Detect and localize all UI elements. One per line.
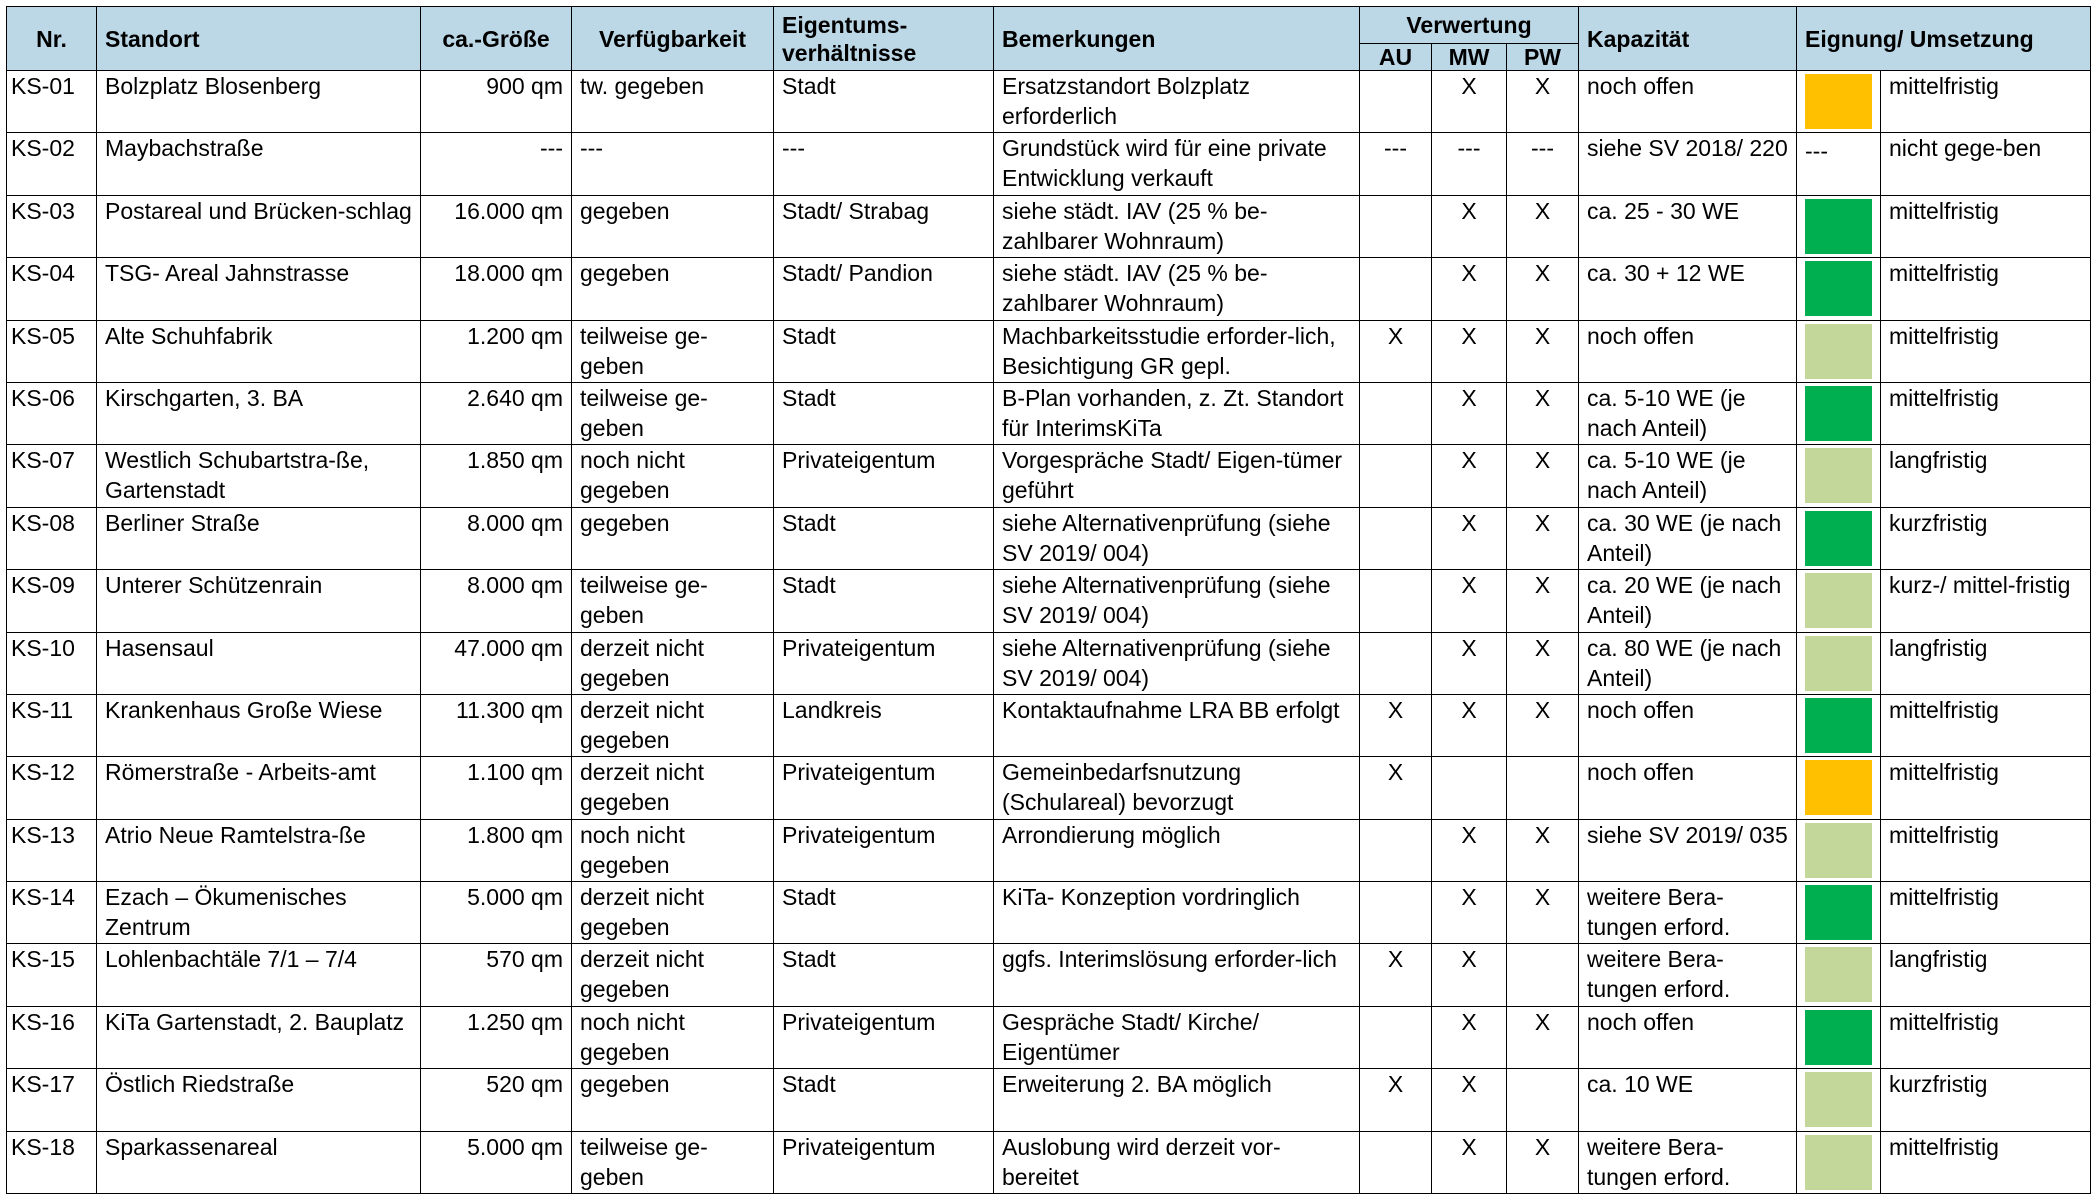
cell-au bbox=[1360, 445, 1432, 507]
cell-eigentum: Stadt bbox=[774, 944, 994, 1006]
cell-eignung bbox=[1797, 445, 1881, 507]
cell-pw: X bbox=[1507, 195, 1579, 257]
cell-eignung bbox=[1797, 320, 1881, 382]
cell-umsetzung: mittelfristig bbox=[1881, 819, 2091, 881]
cell-eigentum: Privateigentum bbox=[774, 1131, 994, 1193]
cell-kapazitaet: noch offen bbox=[1579, 1006, 1797, 1068]
cell-standort: TSG- Areal Jahnstrasse bbox=[97, 258, 421, 320]
cell-pw: --- bbox=[1507, 133, 1579, 195]
cell-eigentum: Stadt/ Strabag bbox=[774, 195, 994, 257]
cell-standort: Kirschgarten, 3. BA bbox=[97, 382, 421, 444]
cell-eignung bbox=[1797, 382, 1881, 444]
cell-kapazitaet: noch offen bbox=[1579, 71, 1797, 133]
cell-nr: KS-16 bbox=[7, 1006, 97, 1068]
cell-nr: KS-02 bbox=[7, 133, 97, 195]
cell-eignung bbox=[1797, 570, 1881, 632]
cell-groesse: 8.000 qm bbox=[421, 570, 572, 632]
cell-pw: X bbox=[1507, 1006, 1579, 1068]
cell-bemerkungen: Kontaktaufnahme LRA BB erfolgt bbox=[994, 694, 1360, 756]
eignung-swatch bbox=[1805, 636, 1872, 691]
cell-groesse: 900 qm bbox=[421, 71, 572, 133]
table-row bbox=[7, 1131, 2091, 1193]
eignung-swatch: --- bbox=[1805, 138, 1828, 165]
cell-mw: X bbox=[1432, 694, 1507, 756]
cell-bemerkungen: Gespräche Stadt/ Kirche/ Eigentümer bbox=[994, 1006, 1360, 1068]
cell-pw: X bbox=[1507, 632, 1579, 694]
cell-mw: X bbox=[1432, 944, 1507, 1006]
cell-nr: KS-04 bbox=[7, 258, 97, 320]
eignung-swatch bbox=[1805, 1072, 1872, 1127]
cell-eigentum: Privateigentum bbox=[774, 445, 994, 507]
table-row bbox=[7, 195, 2091, 257]
cell-nr: KS-09 bbox=[7, 570, 97, 632]
cell-eigentum: Privateigentum bbox=[774, 757, 994, 819]
header-au: AU bbox=[1360, 44, 1432, 71]
cell-kapazitaet: noch offen bbox=[1579, 694, 1797, 756]
table-row bbox=[7, 694, 2091, 756]
cell-nr: KS-07 bbox=[7, 445, 97, 507]
eignung-swatch bbox=[1805, 448, 1872, 503]
cell-eignung bbox=[1797, 133, 1881, 195]
cell-kapazitaet: siehe SV 2018/ 220 bbox=[1579, 133, 1797, 195]
cell-groesse: 5.000 qm bbox=[421, 882, 572, 944]
cell-nr: KS-15 bbox=[7, 944, 97, 1006]
cell-eignung bbox=[1797, 882, 1881, 944]
table-row bbox=[7, 133, 2091, 195]
cell-standort: Lohlenbachtäle 7/1 – 7/4 bbox=[97, 944, 421, 1006]
cell-eigentum: Stadt bbox=[774, 507, 994, 569]
cell-au bbox=[1360, 632, 1432, 694]
table-header bbox=[7, 7, 2091, 71]
cell-groesse: 16.000 qm bbox=[421, 195, 572, 257]
cell-standort: Ezach – Ökumenisches Zentrum bbox=[97, 882, 421, 944]
cell-mw: X bbox=[1432, 819, 1507, 881]
table-row bbox=[7, 1069, 2091, 1131]
header-verfuegbarkeit: Verfügbarkeit bbox=[572, 7, 774, 71]
cell-pw: X bbox=[1507, 507, 1579, 569]
cell-pw: X bbox=[1507, 258, 1579, 320]
cell-umsetzung: kurzfristig bbox=[1881, 1069, 2091, 1131]
cell-groesse: 47.000 qm bbox=[421, 632, 572, 694]
cell-nr: KS-12 bbox=[7, 757, 97, 819]
cell-bemerkungen: ggfs. Interimslösung erforder-lich bbox=[994, 944, 1360, 1006]
eignung-swatch bbox=[1805, 386, 1872, 441]
cell-kapazitaet: weitere Bera-tungen erford. bbox=[1579, 882, 1797, 944]
eignung-swatch bbox=[1805, 885, 1872, 940]
cell-nr: KS-06 bbox=[7, 382, 97, 444]
cell-eigentum: Stadt/ Pandion bbox=[774, 258, 994, 320]
header-pw: PW bbox=[1507, 44, 1579, 71]
cell-mw: X bbox=[1432, 71, 1507, 133]
cell-pw: X bbox=[1507, 71, 1579, 133]
cell-nr: KS-08 bbox=[7, 507, 97, 569]
cell-standort: KiTa Gartenstadt, 2. Bauplatz bbox=[97, 1006, 421, 1068]
cell-au bbox=[1360, 1006, 1432, 1068]
cell-mw: --- bbox=[1432, 133, 1507, 195]
table-row bbox=[7, 71, 2091, 133]
cell-bemerkungen: Machbarkeitsstudie erforder-lich, Besichtigung GR gepl. bbox=[994, 320, 1360, 382]
cell-au bbox=[1360, 570, 1432, 632]
cell-groesse: --- bbox=[421, 133, 572, 195]
cell-pw: X bbox=[1507, 694, 1579, 756]
cell-bemerkungen: Auslobung wird derzeit vor-bereitet bbox=[994, 1131, 1360, 1193]
cell-pw: X bbox=[1507, 819, 1579, 881]
cell-pw bbox=[1507, 944, 1579, 1006]
cell-au bbox=[1360, 71, 1432, 133]
cell-kapazitaet: ca. 80 WE (je nach Anteil) bbox=[1579, 632, 1797, 694]
cell-bemerkungen: siehe städt. IAV (25 % be-zahlbarer Wohnraum) bbox=[994, 258, 1360, 320]
cell-groesse: 2.640 qm bbox=[421, 382, 572, 444]
eignung-swatch bbox=[1805, 1010, 1872, 1065]
cell-eignung bbox=[1797, 757, 1881, 819]
cell-eigentum: --- bbox=[774, 133, 994, 195]
cell-pw: X bbox=[1507, 1131, 1579, 1193]
cell-pw: X bbox=[1507, 320, 1579, 382]
cell-groesse: 18.000 qm bbox=[421, 258, 572, 320]
cell-umsetzung: langfristig bbox=[1881, 632, 2091, 694]
cell-eignung bbox=[1797, 944, 1881, 1006]
cell-bemerkungen: Gemeinbedarfsnutzung (Schulareal) bevorzugt bbox=[994, 757, 1360, 819]
cell-umsetzung: kurz-/ mittel-fristig bbox=[1881, 570, 2091, 632]
eignung-swatch bbox=[1805, 324, 1872, 379]
table-row bbox=[7, 632, 2091, 694]
cell-standort: Bolzplatz Blosenberg bbox=[97, 71, 421, 133]
cell-standort: Krankenhaus Große Wiese bbox=[97, 694, 421, 756]
cell-verfuegbarkeit: gegeben bbox=[572, 507, 774, 569]
cell-standort: Maybachstraße bbox=[97, 133, 421, 195]
table-row bbox=[7, 320, 2091, 382]
header-standort: Standort bbox=[97, 7, 421, 71]
cell-groesse: 570 qm bbox=[421, 944, 572, 1006]
cell-kapazitaet: weitere Bera-tungen erford. bbox=[1579, 944, 1797, 1006]
cell-mw: X bbox=[1432, 258, 1507, 320]
cell-bemerkungen: Arrondierung möglich bbox=[994, 819, 1360, 881]
cell-verfuegbarkeit: teilweise ge-geben bbox=[572, 382, 774, 444]
header-mw: MW bbox=[1432, 44, 1507, 71]
cell-kapazitaet: ca. 30 + 12 WE bbox=[1579, 258, 1797, 320]
cell-au bbox=[1360, 258, 1432, 320]
cell-eigentum: Privateigentum bbox=[774, 632, 994, 694]
cell-eigentum: Stadt bbox=[774, 382, 994, 444]
cell-standort: Römerstraße - Arbeits-amt bbox=[97, 757, 421, 819]
cell-standort: Hasensaul bbox=[97, 632, 421, 694]
cell-kapazitaet: noch offen bbox=[1579, 320, 1797, 382]
cell-eignung bbox=[1797, 1006, 1881, 1068]
cell-bemerkungen: siehe städt. IAV (25 % be-zahlbarer Wohnraum) bbox=[994, 195, 1360, 257]
cell-eignung bbox=[1797, 71, 1881, 133]
cell-verfuegbarkeit: gegeben bbox=[572, 195, 774, 257]
cell-umsetzung: mittelfristig bbox=[1881, 882, 2091, 944]
cell-umsetzung: mittelfristig bbox=[1881, 1131, 2091, 1193]
cell-pw: X bbox=[1507, 382, 1579, 444]
table-row bbox=[7, 382, 2091, 444]
cell-umsetzung: mittelfristig bbox=[1881, 694, 2091, 756]
cell-eignung bbox=[1797, 819, 1881, 881]
cell-umsetzung: kurzfristig bbox=[1881, 507, 2091, 569]
cell-bemerkungen: siehe Alternativenprüfung (siehe SV 2019/ 004) bbox=[994, 632, 1360, 694]
cell-kapazitaet: noch offen bbox=[1579, 757, 1797, 819]
cell-umsetzung: langfristig bbox=[1881, 944, 2091, 1006]
cell-bemerkungen: Grundstück wird für eine private Entwicklung verkauft bbox=[994, 133, 1360, 195]
cell-au bbox=[1360, 507, 1432, 569]
cell-verfuegbarkeit: gegeben bbox=[572, 258, 774, 320]
cell-au bbox=[1360, 882, 1432, 944]
cell-verfuegbarkeit: derzeit nicht gegeben bbox=[572, 694, 774, 756]
cell-groesse: 11.300 qm bbox=[421, 694, 572, 756]
cell-au bbox=[1360, 1131, 1432, 1193]
cell-verfuegbarkeit: gegeben bbox=[572, 1069, 774, 1131]
cell-groesse: 1.200 qm bbox=[421, 320, 572, 382]
cell-nr: KS-01 bbox=[7, 71, 97, 133]
cell-pw: X bbox=[1507, 570, 1579, 632]
cell-groesse: 1.850 qm bbox=[421, 445, 572, 507]
cell-au: --- bbox=[1360, 133, 1432, 195]
cell-groesse: 5.000 qm bbox=[421, 1131, 572, 1193]
cell-groesse: 8.000 qm bbox=[421, 507, 572, 569]
cell-verfuegbarkeit: noch nicht gegeben bbox=[572, 819, 774, 881]
cell-verfuegbarkeit: teilweise ge-geben bbox=[572, 320, 774, 382]
cell-kapazitaet: ca. 25 - 30 WE bbox=[1579, 195, 1797, 257]
table-row bbox=[7, 819, 2091, 881]
cell-nr: KS-11 bbox=[7, 694, 97, 756]
header-kapazitaet: Kapazität bbox=[1579, 7, 1797, 71]
cell-eignung bbox=[1797, 258, 1881, 320]
cell-umsetzung: langfristig bbox=[1881, 445, 2091, 507]
cell-umsetzung: mittelfristig bbox=[1881, 320, 2091, 382]
cell-umsetzung: mittelfristig bbox=[1881, 757, 2091, 819]
cell-au bbox=[1360, 819, 1432, 881]
cell-mw: X bbox=[1432, 570, 1507, 632]
cell-mw: X bbox=[1432, 882, 1507, 944]
table-body bbox=[7, 71, 2091, 1194]
cell-bemerkungen: KiTa- Konzeption vordringlich bbox=[994, 882, 1360, 944]
cell-nr: KS-03 bbox=[7, 195, 97, 257]
cell-umsetzung: mittelfristig bbox=[1881, 1006, 2091, 1068]
cell-verfuegbarkeit: derzeit nicht gegeben bbox=[572, 882, 774, 944]
eignung-swatch bbox=[1805, 698, 1872, 753]
cell-verfuegbarkeit: --- bbox=[572, 133, 774, 195]
header-groesse: ca.-Größe bbox=[421, 7, 572, 71]
header-nr: Nr. bbox=[7, 7, 97, 71]
cell-verfuegbarkeit: tw. gegeben bbox=[572, 71, 774, 133]
cell-standort: Östlich Riedstraße bbox=[97, 1069, 421, 1131]
cell-groesse: 1.100 qm bbox=[421, 757, 572, 819]
cell-bemerkungen: B-Plan vorhanden, z. Zt. Standort für InterimsKiTa bbox=[994, 382, 1360, 444]
cell-eigentum: Stadt bbox=[774, 882, 994, 944]
cell-au bbox=[1360, 195, 1432, 257]
cell-mw: X bbox=[1432, 382, 1507, 444]
cell-nr: KS-05 bbox=[7, 320, 97, 382]
cell-mw: X bbox=[1432, 507, 1507, 569]
cell-mw: X bbox=[1432, 195, 1507, 257]
cell-standort: Unterer Schützenrain bbox=[97, 570, 421, 632]
cell-verfuegbarkeit: derzeit nicht gegeben bbox=[572, 632, 774, 694]
cell-au: X bbox=[1360, 320, 1432, 382]
cell-au: X bbox=[1360, 757, 1432, 819]
table-row bbox=[7, 944, 2091, 1006]
header-eignung: Eignung/ Umsetzung bbox=[1797, 7, 2091, 71]
cell-au: X bbox=[1360, 944, 1432, 1006]
cell-standort: Postareal und Brücken-schlag bbox=[97, 195, 421, 257]
header-verwertung: Verwertung bbox=[1360, 7, 1579, 44]
table-row bbox=[7, 258, 2091, 320]
eignung-swatch bbox=[1805, 261, 1872, 316]
table-row bbox=[7, 570, 2091, 632]
cell-verfuegbarkeit: noch nicht gegeben bbox=[572, 1006, 774, 1068]
cell-pw bbox=[1507, 1069, 1579, 1131]
cell-kapazitaet: ca. 5-10 WE (je nach Anteil) bbox=[1579, 382, 1797, 444]
eignung-swatch bbox=[1805, 511, 1872, 566]
cell-eigentum: Stadt bbox=[774, 71, 994, 133]
eignung-swatch bbox=[1805, 823, 1872, 878]
cell-verfuegbarkeit: teilweise ge-geben bbox=[572, 570, 774, 632]
cell-groesse: 520 qm bbox=[421, 1069, 572, 1131]
cell-bemerkungen: Vorgespräche Stadt/ Eigen-tümer geführt bbox=[994, 445, 1360, 507]
cell-mw: X bbox=[1432, 1131, 1507, 1193]
cell-verfuegbarkeit: derzeit nicht gegeben bbox=[572, 757, 774, 819]
cell-eignung bbox=[1797, 632, 1881, 694]
eignung-swatch bbox=[1805, 573, 1872, 628]
eignung-swatch bbox=[1805, 74, 1872, 129]
cell-standort: Sparkassenareal bbox=[97, 1131, 421, 1193]
table-row bbox=[7, 757, 2091, 819]
cell-standort: Berliner Straße bbox=[97, 507, 421, 569]
table-row bbox=[7, 507, 2091, 569]
standort-table bbox=[6, 6, 2091, 1194]
cell-eigentum: Stadt bbox=[774, 570, 994, 632]
cell-kapazitaet: ca. 20 WE (je nach Anteil) bbox=[1579, 570, 1797, 632]
cell-standort: Atrio Neue Ramtelstra-ße bbox=[97, 819, 421, 881]
header-eigentum: Eigentums-verhältnisse bbox=[774, 7, 994, 71]
cell-nr: KS-14 bbox=[7, 882, 97, 944]
cell-bemerkungen: Erweiterung 2. BA möglich bbox=[994, 1069, 1360, 1131]
cell-umsetzung: mittelfristig bbox=[1881, 258, 2091, 320]
header-bemerkungen: Bemerkungen bbox=[994, 7, 1360, 71]
cell-nr: KS-10 bbox=[7, 632, 97, 694]
cell-eigentum: Landkreis bbox=[774, 694, 994, 756]
cell-pw: X bbox=[1507, 882, 1579, 944]
cell-bemerkungen: siehe Alternativenprüfung (siehe SV 2019/ 004) bbox=[994, 507, 1360, 569]
cell-kapazitaet: ca. 5-10 WE (je nach Anteil) bbox=[1579, 445, 1797, 507]
cell-au: X bbox=[1360, 1069, 1432, 1131]
cell-mw: X bbox=[1432, 320, 1507, 382]
cell-groesse: 1.250 qm bbox=[421, 1006, 572, 1068]
cell-pw bbox=[1507, 757, 1579, 819]
cell-pw: X bbox=[1507, 445, 1579, 507]
cell-nr: KS-13 bbox=[7, 819, 97, 881]
cell-au: X bbox=[1360, 694, 1432, 756]
cell-eigentum: Stadt bbox=[774, 1069, 994, 1131]
cell-umsetzung: mittelfristig bbox=[1881, 382, 2091, 444]
cell-nr: KS-17 bbox=[7, 1069, 97, 1131]
cell-bemerkungen: Ersatzstandort Bolzplatz erforderlich bbox=[994, 71, 1360, 133]
cell-mw bbox=[1432, 757, 1507, 819]
cell-verfuegbarkeit: teilweise ge-geben bbox=[572, 1131, 774, 1193]
eignung-swatch bbox=[1805, 199, 1872, 254]
cell-umsetzung: nicht gege-ben bbox=[1881, 133, 2091, 195]
cell-kapazitaet: ca. 30 WE (je nach Anteil) bbox=[1579, 507, 1797, 569]
table-row bbox=[7, 445, 2091, 507]
cell-au bbox=[1360, 382, 1432, 444]
cell-eigentum: Stadt bbox=[774, 320, 994, 382]
eignung-swatch bbox=[1805, 1135, 1872, 1190]
cell-umsetzung: mittelfristig bbox=[1881, 195, 2091, 257]
cell-mw: X bbox=[1432, 632, 1507, 694]
cell-verfuegbarkeit: noch nicht gegeben bbox=[572, 445, 774, 507]
cell-verfuegbarkeit: derzeit nicht gegeben bbox=[572, 944, 774, 1006]
cell-groesse: 1.800 qm bbox=[421, 819, 572, 881]
cell-eignung bbox=[1797, 1131, 1881, 1193]
cell-kapazitaet: weitere Bera-tungen erford. bbox=[1579, 1131, 1797, 1193]
cell-kapazitaet: siehe SV 2019/ 035 bbox=[1579, 819, 1797, 881]
table-row bbox=[7, 1006, 2091, 1068]
cell-eignung bbox=[1797, 1069, 1881, 1131]
cell-mw: X bbox=[1432, 1006, 1507, 1068]
cell-standort: Alte Schuhfabrik bbox=[97, 320, 421, 382]
cell-bemerkungen: siehe Alternativenprüfung (siehe SV 2019/ 004) bbox=[994, 570, 1360, 632]
cell-kapazitaet: ca. 10 WE bbox=[1579, 1069, 1797, 1131]
cell-mw: X bbox=[1432, 445, 1507, 507]
eignung-swatch bbox=[1805, 760, 1872, 815]
cell-eignung bbox=[1797, 507, 1881, 569]
table-row bbox=[7, 882, 2091, 944]
cell-mw: X bbox=[1432, 1069, 1507, 1131]
cell-eigentum: Privateigentum bbox=[774, 819, 994, 881]
cell-umsetzung: mittelfristig bbox=[1881, 71, 2091, 133]
cell-standort: Westlich Schubartstra-ße, Gartenstadt bbox=[97, 445, 421, 507]
eignung-swatch bbox=[1805, 947, 1872, 1002]
cell-eignung bbox=[1797, 195, 1881, 257]
cell-eigentum: Privateigentum bbox=[774, 1006, 994, 1068]
cell-nr: KS-18 bbox=[7, 1131, 97, 1193]
cell-eignung bbox=[1797, 694, 1881, 756]
